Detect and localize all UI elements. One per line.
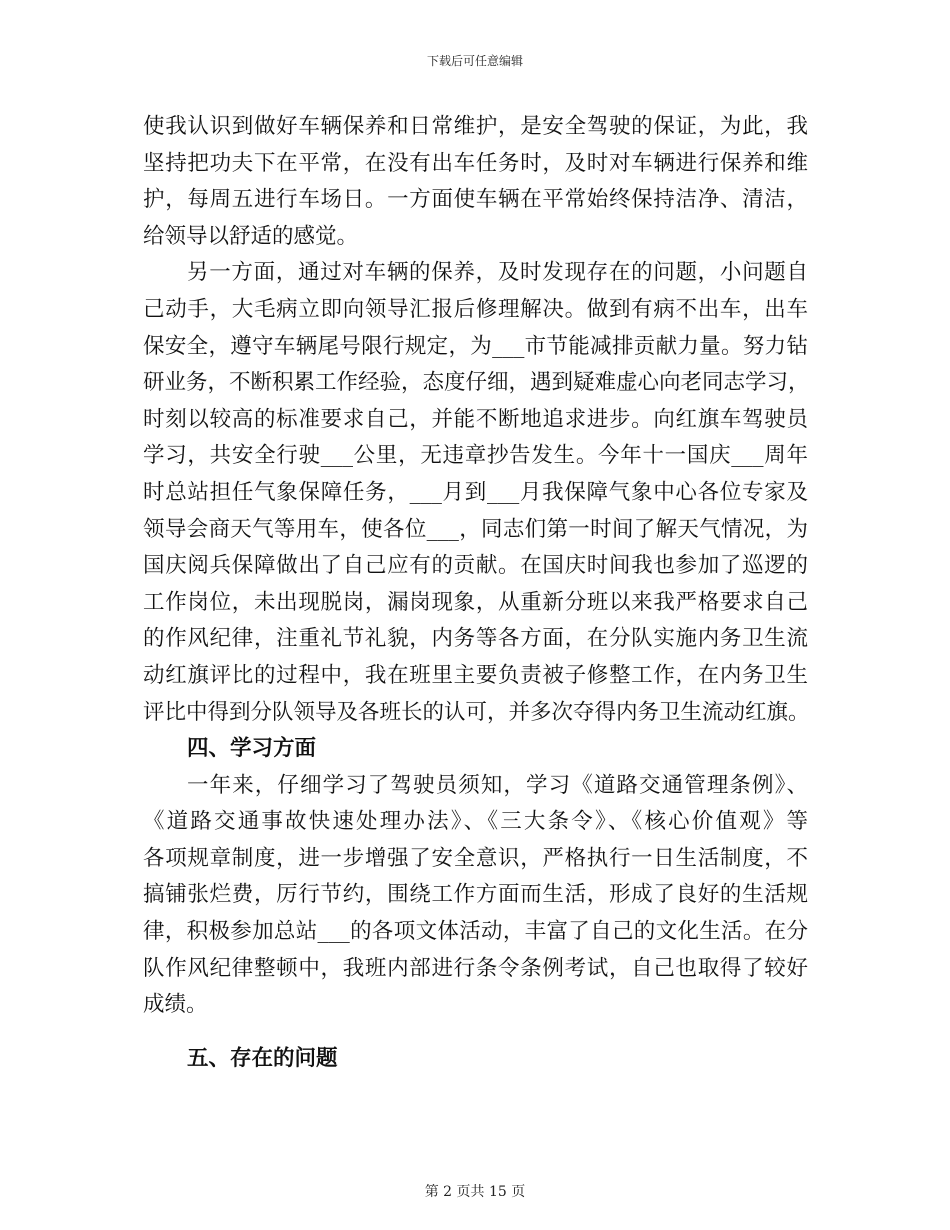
text-line: 学习，共安全行驶___公里，无违章抄告发生。今年十一国庆___周年 xyxy=(143,443,808,469)
section-heading-problems: 五、存在的问题 xyxy=(187,1045,338,1071)
text-line: 各项规章制度，进一步增强了安全意识，严格执行一日生活制度，不 xyxy=(143,845,808,871)
text-line: 另一方面，通过对车辆的保养，及时发现存在的问题，小问题自 xyxy=(187,260,808,286)
text-line: 护，每周五进行车场日。一方面使车辆在平常始终保持洁净、清洁， xyxy=(143,187,808,213)
paragraph-study xyxy=(143,768,808,1024)
paragraph-vehicle-maintenance xyxy=(143,109,808,255)
text-line: 给领导以舒适的感觉。 xyxy=(143,223,359,249)
text-line: 队作风纪律整顿中，我班内部进行条令条例考试，自己也取得了较好 xyxy=(143,955,808,981)
text-line: 律，积极参加总站___的各项文体活动，丰富了自己的文化生活。在分 xyxy=(143,919,808,945)
page-footer: 第 2 页共 15 页 xyxy=(424,1184,526,1200)
text-line: 动红旗评比的过程中，我在班里主要负责被子修整工作，在内务卫生 xyxy=(143,662,808,688)
text-line: 工作岗位，未出现脱岗，漏岗现象，从重新分班以来我严格要求自己 xyxy=(143,589,808,615)
paragraph-work-performance xyxy=(143,255,808,731)
text-line: 《道路交通事故快速处理办法》、《三大条令》、《核心价值观》等 xyxy=(143,809,808,835)
text-line: 己动手，大毛病立即向领导汇报后修理解决。做到有病不出车，出车 xyxy=(143,296,808,322)
page-header: 下载后可任意编辑 xyxy=(426,54,523,68)
text-line: 一年来，仔细学习了驾驶员须知，学习《道路交通管理条例》、 xyxy=(187,772,808,798)
text-line: 搞铺张烂费，厉行节约，围绕工作方面而生活，形成了良好的生活规 xyxy=(143,882,808,908)
document-body xyxy=(143,109,808,1077)
text-line: 研业务，不断积累工作经验，态度仔细，遇到疑难虚心向老同志学习， xyxy=(143,370,810,396)
text-line: 领导会商天气等用车，使各位___，同志们第一时间了解天气情况，为 xyxy=(143,516,808,542)
text-line: 保安全，遵守车辆尾号限行规定，为___市节能减排贡献力量。努力钻 xyxy=(143,333,808,359)
text-line: 时刻以较高的标准要求自己，并能不断地追求进步。向红旗车驾驶员 xyxy=(143,406,808,432)
text-line: 成绩。 xyxy=(143,992,208,1018)
text-line: 使我认识到做好车辆保养和日常维护，是安全驾驶的保证，为此，我 xyxy=(143,114,808,139)
text-line: 评比中得到分队领导及各班长的认可，并多次夺得内务卫生流动红旗。 xyxy=(143,699,810,725)
text-line: 时总站担任气象保障任务，___月到___月我保障气象中心各位专家及 xyxy=(143,479,808,505)
text-line: 国庆阅兵保障做出了自己应有的贡献。在国庆时间我也参加了巡逻的 xyxy=(143,553,808,579)
text-line: 坚持把功夫下在平常，在没有出车任务时，及时对车辆进行保养和维 xyxy=(143,150,808,176)
section-heading-study: 四、学习方面 xyxy=(187,736,317,762)
text-line: 的作风纪律，注重礼节礼貌，内务等各方面，在分队实施内务卫生流 xyxy=(143,626,808,652)
